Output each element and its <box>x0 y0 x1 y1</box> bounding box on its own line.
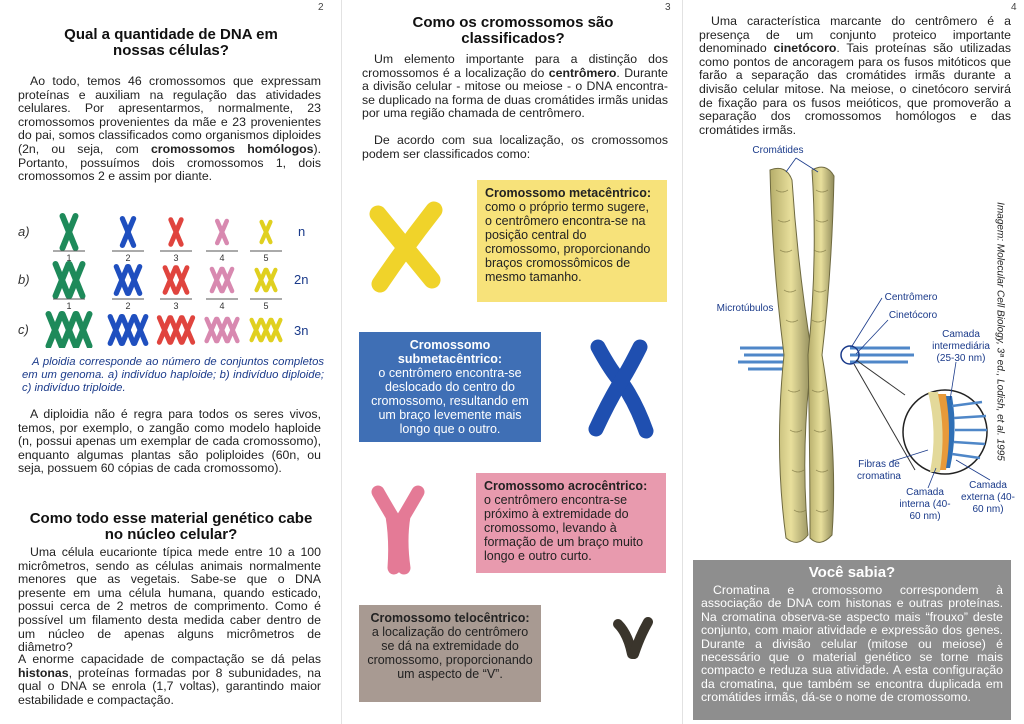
chromosome-3 <box>171 220 181 245</box>
chromosome-2 <box>110 317 121 344</box>
box-title: Cromossomo acrocêntrico: <box>484 479 648 493</box>
chromosome-3 <box>182 318 192 343</box>
chromosome-5 <box>262 222 271 242</box>
ploidy-2n: 2n <box>294 272 309 287</box>
ploidy-n: n <box>298 224 306 239</box>
chromosome-3 <box>165 268 175 293</box>
chromosome-number: 3 <box>173 253 179 263</box>
chromosome-4 <box>217 319 227 341</box>
row-label-b: b) <box>18 272 30 287</box>
paragraph-diploidy: A diploidia não é regra para todos os seres vivos, temos, por exemplo, o zangão como modelo haploide (n, possui apenas um exemplar de cada cromossomo), enquanto algumas plantas são poliploides (60n, ou seja, possuem 60 cópias de cada cromossomo). <box>18 407 321 476</box>
ploidy-figure <box>14 200 334 348</box>
chromosome-1 <box>77 314 90 346</box>
page-number: 2 <box>318 2 324 13</box>
did-you-know-title: Você sabia? <box>808 564 896 581</box>
text: Uma característica marcante do centrômero é a presença de um conjunto proteico importante denominado <box>699 14 1011 56</box>
text: Um elemento importante para a distinção dos cromossomos é a localização do <box>362 52 668 80</box>
box-submetacentric <box>359 332 541 442</box>
label-centromere: Centrômero <box>884 292 938 303</box>
paragraph-cell-size: Uma célula eucarionte típica mede entre 10 a 100 micrômetros, sendo as células animais normalmente menores que as vegetais. Sabe-se que o DNA presente em uma célula humana, quando esticado, possui cerca de 2 metros de comprimento. Como é possível um filamento desta medida caber dentro de um núcleo de apenas alguns micrômetros de diâmetro? <box>18 545 321 655</box>
chromosome-number: 2 <box>125 301 131 311</box>
row-label-c: c) <box>18 322 29 337</box>
text: . Durante a divisão celular - mitose ou meiose - o DNA encontra-se duplicado na forma de duas cromátides irmãs unidas por uma região chamada de centrômero. <box>362 65 668 121</box>
chromosome-4 <box>207 319 217 341</box>
text: A enorme capacidade de compactação se dá pelas <box>18 652 321 666</box>
page-2 <box>0 0 341 724</box>
chromosome-2 <box>135 317 146 344</box>
ploidy-3n: 3n <box>294 323 309 338</box>
chromosome-3 <box>177 268 187 293</box>
heading-classification: Como os cromossomos são classificados? <box>412 14 614 47</box>
chromosome-4 <box>228 319 238 341</box>
did-you-know-text: Cromatina e cromossomo correspondem à associação de DNA com histonas e outras proteínas. Na cromatina observa-se aspecto mais “frouxo” deste conjunto, com maior atividade e expressão dos genes. Durante a divisão celular (mitose ou meiose) é necessário que o material genético se torne mais compacto e reduza sua atividade. A esta configuração da cromatina, que também se encontra duplicada em cromátides irmãs, dá-se o nome de cromossomo. <box>701 583 1003 705</box>
chromosome-1 <box>63 314 76 346</box>
chromosome-4 <box>212 269 222 291</box>
chromosome-3 <box>159 318 169 343</box>
chromosome-number: 5 <box>263 253 269 263</box>
bold-term: cromossomos homólogos <box>150 141 314 156</box>
chromosome-5 <box>271 320 280 340</box>
chromosome-4 <box>217 221 227 243</box>
chromosome-2 <box>116 267 127 294</box>
acrocentric-chromosome-image <box>364 480 434 580</box>
heading-nucleus: Como todo esse material genético cabe no núcleo celular? <box>29 510 313 543</box>
box-acrocentric <box>476 473 666 573</box>
telocentric-chromosome-image <box>610 614 660 666</box>
submetacentric-chromosome-image <box>570 335 670 440</box>
ploidy-caption: A ploidia corresponde ao número de conjuntos completos em um genoma. a) indivíduo haploide; b) indivíduo diploide; c) indivíduo triploide. <box>22 356 324 394</box>
paragraph-kinetochore <box>699 15 1011 137</box>
bold-term: centrômero <box>548 65 617 80</box>
chromosome-2 <box>129 267 140 294</box>
box-text: o centrômero encontra-se próximo à extremidade do cromossomo, levando à formação de um braço muito longo e outro curto. <box>484 493 644 563</box>
paragraph-histones <box>18 653 321 707</box>
heading-dna-quantity: Qual a quantidade de DNA em nossas células? <box>64 26 278 59</box>
chromosome-5 <box>262 320 271 340</box>
page-3 <box>341 0 682 724</box>
chromosome-number: 1 <box>66 301 72 311</box>
chromosome-1 <box>70 264 83 296</box>
did-you-know-box <box>693 560 1011 720</box>
box-metacentric <box>477 180 667 302</box>
chromosome-1 <box>49 314 62 346</box>
chromosome-number: 1 <box>66 253 72 263</box>
label-intermediate-layer: Camada intermediária (25-30 nm) <box>932 329 990 364</box>
box-title: Cromossomo telocêntrico: <box>370 611 530 625</box>
paragraph-dna-count <box>18 75 321 184</box>
bold-term: histonas <box>18 665 69 680</box>
chromosome-3 <box>171 318 181 343</box>
page-number: 4 <box>1011 2 1017 13</box>
label-chromatids: Cromátides <box>752 145 804 156</box>
chromosome-2 <box>122 219 133 246</box>
label-inner-layer: Camada interna (40-60 nm) <box>899 487 951 522</box>
paragraph-classified-as: De acordo com sua localização, os cromossomos podem ser classificados como: <box>362 133 668 161</box>
metacentric-chromosome-image <box>350 192 460 302</box>
chromosome-5 <box>252 320 261 340</box>
box-title: Cromossomo metacêntrico: <box>485 186 652 200</box>
label-outer-layer: Camada externa (40-60 nm) <box>961 480 1015 515</box>
chromosome-1 <box>56 264 69 296</box>
text: Ao todo, temos 46 cromossomos que expressam proteínas e auxiliam na regulação das atividades celulares. Por apresentarmos, normalmente, 23 cromossomos provenientes da mãe e 23 provenientes do pai, somos classificados como organismos diploides (2n, ou seja, com <box>18 74 321 156</box>
text: , proteínas formadas por 8 subunidades, na qual o DNA se enrola (1,7 voltas), garantindo maior estabilidade e compactação. <box>18 665 321 707</box>
chromosome-number: 4 <box>219 253 225 263</box>
chromosome-5 <box>257 270 266 290</box>
paragraph-centromere <box>362 53 668 121</box>
bold-term: cinetócoro <box>773 41 837 56</box>
chromosome-2 <box>122 317 133 344</box>
chromosome-number: 2 <box>125 253 131 263</box>
chromosome-number: 4 <box>219 301 225 311</box>
ploidy-diagram <box>14 200 334 348</box>
chromosome-number: 5 <box>263 301 269 311</box>
label-kinetochore: Cinetócoro <box>888 310 938 321</box>
text: . Tais proteínas são utilizadas como pontos de ancoragem para os fusos mitóticos que farão a separação das cromátides irmãs durante a divisão celular mitose. Na meiose, o cinetócoro servirá de fixação para os fusos meióticos, que promoverão a separação dos cromossomos homólogos e das cromátides irmãs. <box>699 41 1012 137</box>
box-telocentric <box>359 605 541 702</box>
label-chromatin-fibers: Fibras de cromatina <box>857 459 901 482</box>
image-credit <box>990 146 1010 526</box>
chromosome-number: 3 <box>173 301 179 311</box>
chromosome-1 <box>63 216 76 248</box>
box-text: como o próprio termo sugere, o centrômero encontra-se na posição central do cromossomo, proporcionando braços cromossômicos de mesmo tamanho. <box>485 200 651 284</box>
page-number: 3 <box>665 2 671 13</box>
chromosome-5 <box>267 270 276 290</box>
box-text: a localização do centrômero se dá na extremidade do cromossomo, proporcionando um aspecto de “V”. <box>367 625 533 681</box>
chromosome-4 <box>223 269 233 291</box>
text: ). Portanto, possuímos dois cromossomos 1, dois cromossomos 2 e assim por diante. <box>18 141 321 184</box>
image-credit-text: Imagem: Molecular Cell Biology, 3ª ed., Lodish, et al. 1995 <box>994 202 1006 461</box>
label-microtubules: Microtúbulos <box>716 303 774 314</box>
row-label-a: a) <box>18 224 30 239</box>
box-text: o centrômero encontra-se deslocado do centro do cromossomo, resultando em um braço levemente mais longo que o outro. <box>371 366 529 436</box>
box-title: Cromossomo submetacêntrico: <box>397 338 503 366</box>
